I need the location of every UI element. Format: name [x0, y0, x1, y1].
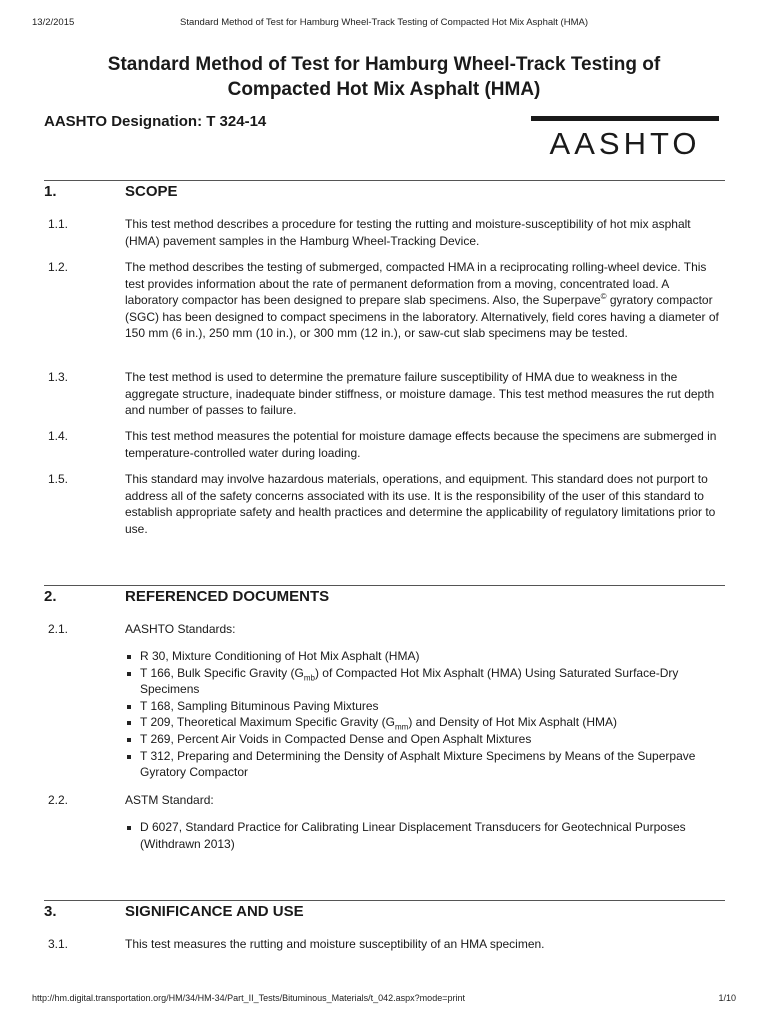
section-title: SCOPE [125, 183, 178, 200]
bullet-icon [127, 672, 131, 676]
paragraph-text: The test method is used to determine the premature failure susceptibility of HMA due to weakness in the aggregate structure, inadequate binder stiffness, or moisture damage. This test method measures the rut depth and number of passes to failure. [125, 370, 715, 418]
copyright-superscript: © [600, 292, 607, 302]
paragraph-number: 2.1. [48, 622, 69, 636]
document-title-line-1: Standard Method of Test for Hamburg Wheel-Track Testing of [107, 54, 661, 75]
bullet-icon [127, 705, 131, 709]
section-scope-heading [44, 180, 725, 203]
document-title [60, 52, 708, 102]
paragraph-2-1 [48, 621, 720, 638]
subscript: mm [394, 722, 409, 732]
paragraph-number: 1.4. [48, 429, 69, 443]
list-item-text: ) of Compacted Hot Mix Asphalt (HMA) Using Saturated Surface-Dry Specimens [140, 665, 679, 697]
astm-standards-list [125, 819, 720, 852]
bullet-icon [127, 826, 131, 830]
list-item-text: D 6027, Standard Practice for Calibrating Linear Displacement Transducers for Geotechnical Purposes (Withdrawn 2013) [140, 820, 686, 851]
paragraph-number: 3.1. [48, 937, 69, 951]
list-item [125, 648, 720, 665]
list-item-text: R 30, Mixture Conditioning of Hot Mix Asphalt (HMA) [140, 649, 420, 663]
list-item-text: T 312, Preparing and Determining the Density of Asphalt Mixture Specimens by Means of the Superpave Gyratory Compactor [140, 748, 696, 780]
list-item [125, 731, 720, 748]
list-item [125, 698, 720, 715]
list-item [125, 819, 720, 852]
bullet-icon [127, 755, 131, 759]
paragraph-number: 2.2. [48, 793, 69, 807]
bullet-icon [127, 738, 131, 742]
bullet-icon [127, 721, 131, 725]
paragraph-text: This test measures the rutting and moisture susceptibility of an HMA specimen. [125, 937, 545, 951]
paragraph-text: AASHTO Standards: [125, 622, 236, 636]
aashto-logo [530, 116, 720, 160]
paragraph-number: 1.2. [48, 260, 69, 274]
print-date: 13/2/2015 [32, 17, 75, 28]
paragraph-2-2 [48, 792, 720, 809]
paragraph-text: This test method measures the potential for moisture damage effects because the specimens are submerged in temperature-controlled water during loading. [125, 429, 717, 460]
list-item-text: ) and Density of Hot Mix Asphalt (HMA) [408, 715, 618, 730]
paragraph-number: 1.1. [48, 217, 69, 231]
section-number: 3. [44, 903, 57, 920]
paragraph-number: 1.3. [48, 370, 69, 384]
paragraph-text: This standard may involve hazardous materials, operations, and equipment. This standard does not purport to address all of the safety concerns associated with its use. It is the responsibility of the user of this standard to establish appropriate safety and health practices and determine the applicability of regulatory limitations prior to use. [125, 472, 716, 536]
print-footer [0, 993, 768, 1007]
list-item [125, 714, 720, 731]
page-url: http://hm.digital.transportation.org/HM/34/HM-34/Part_II_Tests/Bituminous_Materials/t_042.aspx?mode=print [32, 993, 465, 1003]
list-item-text: T 168, Sampling Bituminous Paving Mixtures [140, 698, 379, 713]
paragraph-number: 1.5. [48, 472, 69, 486]
subscript: mb [303, 672, 315, 682]
section-significance-heading [44, 900, 725, 923]
paragraph-1-5 [48, 471, 720, 537]
aashto-logo-text: AASHTO [549, 126, 701, 160]
paragraph-text [125, 259, 720, 342]
paragraph-text: ASTM Standard: [125, 793, 214, 807]
list-item-text: T 166, Bulk Specific Gravity (G [140, 665, 304, 680]
paragraph-3-1 [48, 936, 720, 953]
list-item-text: T 269, Percent Air Voids in Compacted Dense and Open Asphalt Mixtures [140, 731, 532, 746]
section-referenced-documents-heading [44, 585, 725, 608]
page-number: 1/10 [718, 993, 736, 1003]
print-page-title: Standard Method of Test for Hamburg Wheel-Track Testing of Compacted Hot Mix Asphalt (HMA) [180, 17, 588, 28]
paragraph-1-2 [48, 259, 720, 342]
aashto-standards-list [125, 648, 720, 781]
list-item [125, 748, 720, 781]
section-title: REFERENCED DOCUMENTS [125, 588, 330, 605]
paragraph-text-part: gyratory compactor (SGC) has been designed to compact specimens in the laboratory. Alternatively, field cores having a diameter of 150 mm (6 in.), 250 mm (10 in.), or 300 mm (12 in.), or saw-cut slab specimens may be tested. [125, 293, 719, 341]
aashto-designation: AASHTO Designation: T 324-14 [44, 113, 267, 130]
paragraph-text: This test method describes a procedure for testing the rutting and moisture-susceptibility of hot mix asphalt (HMA) pavement samples in the Hamburg Wheel-Tracking Device. [125, 217, 691, 248]
document-title-line-2: Compacted Hot Mix Asphalt (HMA) [227, 79, 541, 100]
section-number: 1. [44, 183, 57, 200]
bullet-icon [127, 655, 131, 659]
section-number: 2. [44, 588, 57, 605]
paragraph-1-3 [48, 369, 720, 419]
section-title: SIGNIFICANCE AND USE [125, 903, 304, 920]
list-item [125, 665, 720, 698]
list-item-text: T 209, Theoretical Maximum Specific Gravity (G [140, 715, 395, 730]
paragraph-1-4 [48, 428, 720, 461]
print-header [0, 17, 768, 31]
paragraph-text-part: The method describes the testing of submerged, compacted HMA in a reciprocating rolling-wheel device. This test provides information about the rate of permanent deformation from a moving, concentrated load. A laboratory compactor has been designed to prepare slab specimens. Also, the Superpave [125, 260, 707, 308]
paragraph-1-1 [48, 216, 720, 249]
